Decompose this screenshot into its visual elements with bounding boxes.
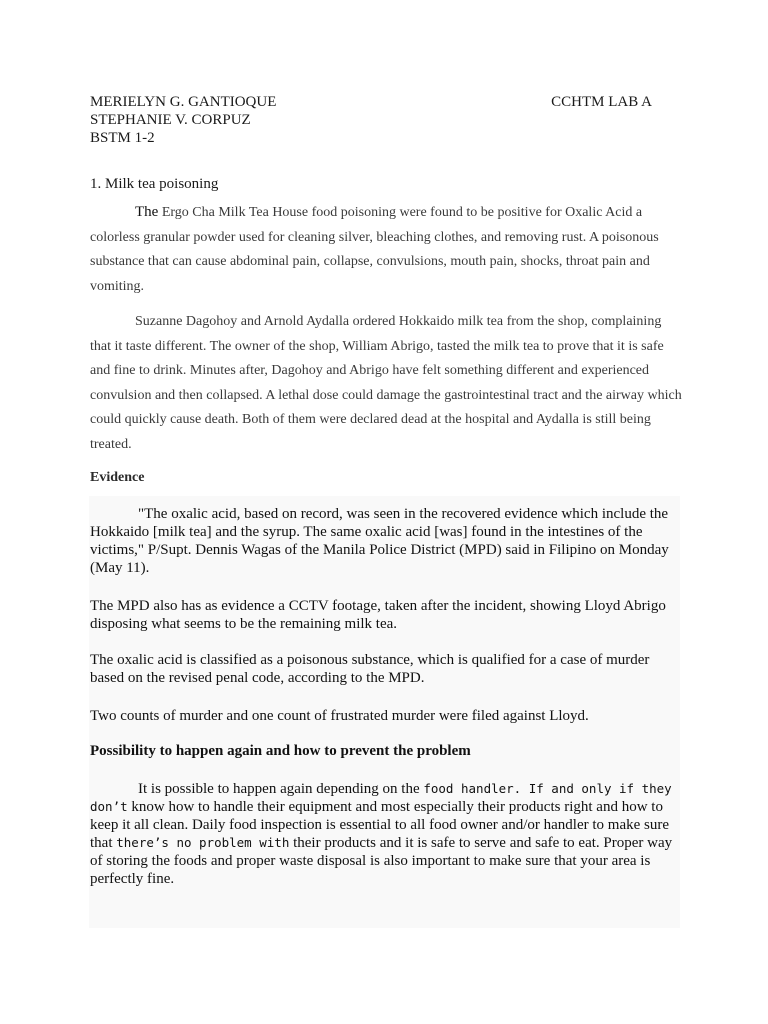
first-word: The <box>135 204 159 220</box>
evidence-paragraph-3: The oxalic acid is classified as a poisonous substance, which is qualified for a case of murder based on the revised penal code, according to the MPD. <box>90 652 650 686</box>
paragraph-incident <box>90 310 682 457</box>
prevention-text-mono-2: there’s no problem with <box>116 835 290 850</box>
document-header <box>90 93 662 147</box>
author-1: MERIELYN G. GANTIOQUE <box>90 94 277 110</box>
prevention-text-c: their products and it is safe to serve and safe to eat. Proper way of storing the foods and proper waste disposal is also important to make sure that your area is perfectly fine. <box>90 835 673 887</box>
evidence-paragraph-1 <box>90 505 675 577</box>
paragraph-intro-text: Ergo Cha Milk Tea House food poisoning were found to be positive for Oxalic Acid a colorless granular powder used for cleaning silver, bleaching clothes, and removing rust. A poisonous substance that can cause abdominal pain, collapse, convulsions, mouth pain, shocks, throat pain and vomiting. <box>90 205 659 294</box>
prevention-text-mono-1: food handler. If and only if they don’t <box>90 781 672 814</box>
prevention-text-b: know how to handle their equipment and most especially their products right and how to keep it all clean. Daily food inspection is essential to all food owner and/or handler to make sure that <box>90 799 669 851</box>
paragraph-intro <box>90 200 682 299</box>
prevention-heading: Possibility to happen again and how to prevent the problem <box>90 743 471 759</box>
author-2: STEPHANIE V. CORPUZ <box>90 112 251 128</box>
paragraph-incident-text: Suzanne Dagohoy and Arnold Aydalla ordered Hokkaido milk tea from the shop, complaining that it taste different. The owner of the shop, William Abrigo, tasted the milk tea to prove that it is safe and fine to drink. Minutes after, Dagohoy and Abrigo have felt something different and experienced convulsion and then collapsed. A lethal dose could damage the gastrointestinal tract and the airway which could quickly cause death. Both of them were declared dead at the hospital and Aydalla is still being treated. <box>90 314 682 452</box>
section-label: BSTM 1-2 <box>90 130 155 146</box>
prevention-paragraph <box>90 780 675 888</box>
evidence-paragraph-2: The MPD also has as evidence a CCTV footage, taken after the incident, showing Lloyd Abrigo disposing what seems to be the remaining milk tea. <box>90 598 666 632</box>
evidence-heading: Evidence <box>90 470 145 485</box>
section-title: 1. Milk tea poisoning <box>90 176 219 192</box>
prevention-text-a: It is possible to happen again depending on the <box>138 781 424 797</box>
evidence-paragraph-1-text: "The oxalic acid, based on record, was seen in the recovered evidence which include the Hokkaido [milk tea] and the syrup. The same oxalic acid [was] found in the intestines of the victims," P/Supt. Dennis Wagas of the Manila Police District (MPD) said in Filipino on Monday (May 11). <box>90 506 669 576</box>
lab-label: CCHTM LAB A <box>551 94 652 110</box>
evidence-paragraph-4: Two counts of murder and one count of frustrated murder were filed against Lloyd. <box>90 708 589 724</box>
